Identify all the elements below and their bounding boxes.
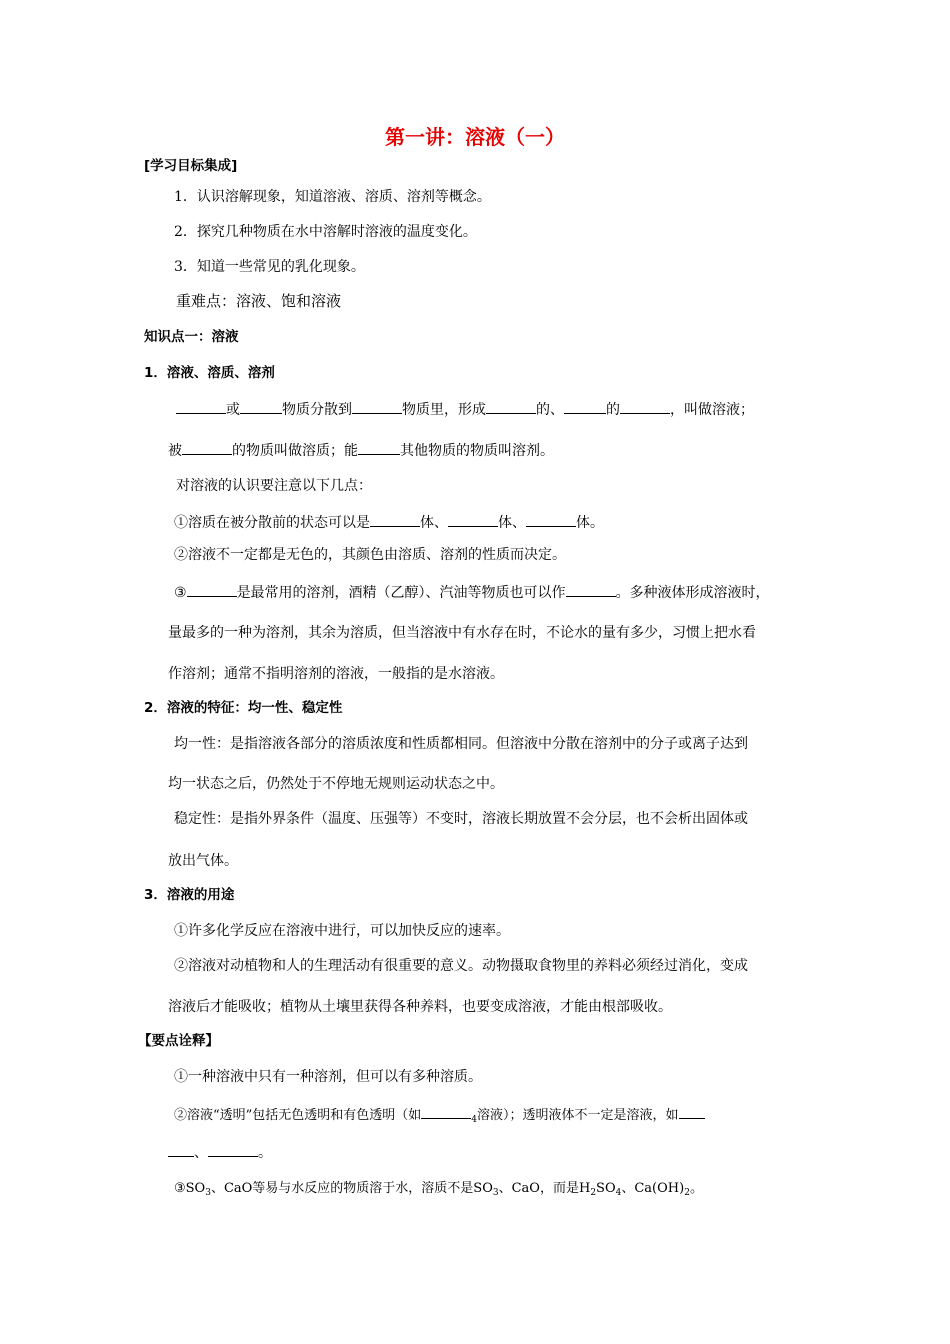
note-line: ①溶质在被分散前的状态可以是 体、 体、 体。	[174, 512, 604, 532]
blank	[564, 399, 606, 414]
blank	[182, 440, 232, 455]
note-line: 作溶剂；通常不指明溶剂的溶液，一般指的是水溶液。	[168, 666, 504, 682]
blank	[486, 399, 536, 414]
blank	[358, 440, 400, 455]
note-line: 量最多的一种为溶剂，其余为溶质，但当溶液中有水存在时，不论水的量有多少，习惯上把水看	[168, 625, 756, 641]
paragraph-line: 均一状态之后，仍然处于不停地无规则运动状态之中。	[168, 776, 504, 792]
definition-line: 或 物质分散到 物质里，形成 的、 的 ，叫做溶液；	[176, 399, 754, 419]
knowledge-heading: 知识点一：溶液	[144, 329, 239, 345]
paragraph-line: ②溶液对动植物和人的生理活动有很重要的意义。动物摄取食物里的养料必须经过消化，变成	[174, 958, 748, 974]
key-points: 重难点：溶液、饱和溶液	[176, 292, 342, 310]
blank	[448, 512, 498, 527]
section-heading: 2．溶液的特征：均一性、稳定性	[144, 700, 343, 716]
section-heading: 1．溶液、溶质、溶剂	[144, 365, 275, 381]
goals-heading: [学习目标集成]	[144, 158, 238, 174]
definition-line: 被 的物质叫做溶质；能 其他物质的物质叫溶剂。	[168, 440, 554, 460]
paragraph-line: 均一性：是指溶液各部分的溶质浓度和性质都相同。但溶液中分散在溶剂中的分子或离子达到	[174, 736, 748, 752]
goal-item: 3．知道一些常见的乳化现象。	[174, 259, 365, 275]
blank	[176, 399, 226, 414]
note-line: ②溶液不一定都是无色的，其颜色由溶质、溶剂的性质而决定。	[174, 547, 566, 563]
note-line: ①一种溶液中只有一种溶剂，但可以有多种溶质。	[174, 1069, 482, 1085]
note-line: ③ 是最常用的溶剂，酒精（乙醇）、汽油等物质也可以作 。多种液体形成溶液时，	[174, 582, 770, 602]
blank	[679, 1104, 705, 1119]
blank	[187, 582, 237, 597]
goal-item: 1．认识溶解现象，知道溶液、溶质、溶剂等概念。	[174, 189, 491, 205]
note-line: 、 。	[168, 1142, 272, 1162]
note-line: $③SO_3$、CaO等易与水反应的物质溶于水，溶质不是$SO_3$、CaO，而是$H_2SO_4$、$Ca(OH)_2$。	[174, 1181, 703, 1198]
section-heading: 3．溶液的用途	[144, 887, 235, 903]
paragraph-line: ①许多化学反应在溶液中进行，可以加快反应的速率。	[174, 923, 510, 939]
note-intro: 对溶液的认识要注意以下几点：	[176, 478, 372, 494]
paragraph-line: 溶液后才能吸收；植物从土壤里获得各种养料，也要变成溶液，才能由根部吸收。	[168, 999, 672, 1015]
notes-heading: 【要点诠释】	[138, 1033, 219, 1049]
note-line: ②溶液“透明”包括无色透明和有色透明（如 $_4$溶液）；透明液体不一定是溶液，如	[174, 1104, 705, 1129]
blank	[168, 1142, 194, 1157]
blank	[208, 1142, 258, 1157]
blank	[620, 399, 670, 414]
blank	[352, 399, 402, 414]
blank	[421, 1104, 471, 1119]
blank	[240, 399, 282, 414]
paragraph-line: 稳定性：是指外界条件（温度、压强等）不变时，溶液长期放置不会分层，也不会析出固体或	[174, 811, 748, 827]
page-title: 第一讲：溶液（一）	[385, 125, 565, 149]
blank	[566, 582, 616, 597]
goal-item: 2．探究几种物质在水中溶解时溶液的温度变化。	[174, 224, 477, 240]
paragraph-line: 放出气体。	[168, 853, 238, 869]
blank	[526, 512, 576, 527]
blank	[370, 512, 420, 527]
